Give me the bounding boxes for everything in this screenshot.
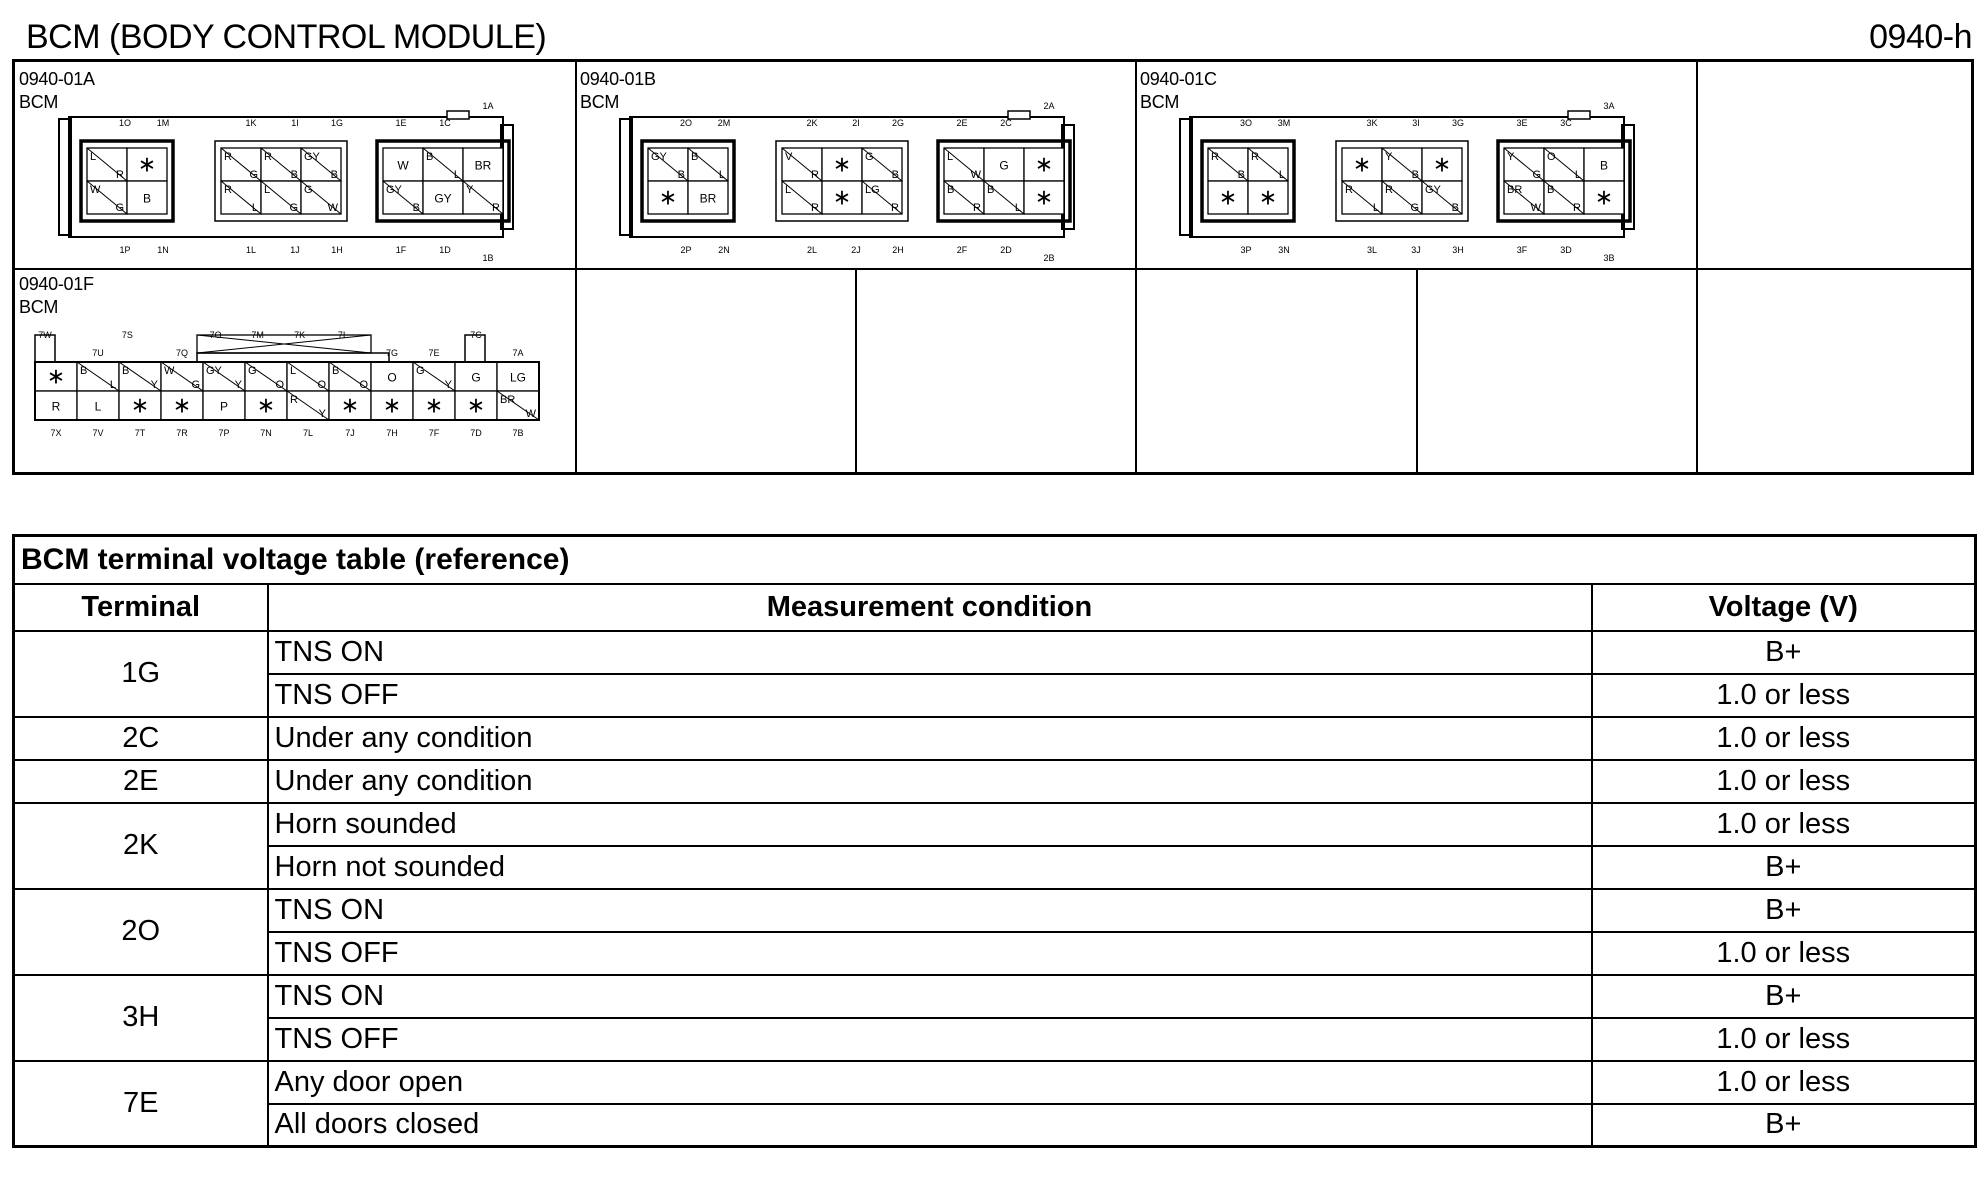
pin-number: 1D (439, 245, 451, 255)
table-row (14, 674, 1976, 717)
unused-pin-mark: ∗ (382, 392, 402, 418)
column-header-condition: Measurement condition (268, 584, 1592, 631)
wire-color-base: Y (1385, 151, 1393, 163)
wire-color-stripe: G (289, 202, 298, 214)
connector-label-b: 0940-01B BCM (580, 69, 656, 112)
pin-number: 1G (330, 118, 344, 128)
wire-color-stripe: L (1372, 202, 1379, 214)
condition-cell: TNS OFF (268, 674, 1592, 717)
wire-color-base: G (865, 151, 874, 163)
wire-color-stripe: R (811, 202, 819, 214)
wire-color: L (94, 399, 102, 414)
condition-cell: All doors closed (268, 1104, 1592, 1147)
wire-color-base: B (1547, 184, 1555, 196)
pin-number: 7B (512, 428, 524, 438)
pin-number: 3J (1411, 245, 1421, 255)
pin-number: 3L (1366, 245, 1378, 255)
wire-color-stripe: W (1530, 202, 1541, 214)
condition-cell: Under any condition (268, 717, 1592, 760)
grid-divider (855, 268, 857, 472)
pin-number: 1H (331, 245, 343, 255)
pin-number: 7Q (175, 348, 189, 358)
wire-color-base: W (90, 184, 101, 196)
pin-number: 2E (956, 118, 968, 128)
wire-color-stripe: R (1573, 202, 1581, 214)
wire-color-stripe: O (317, 379, 326, 391)
unused-pin-mark: ∗ (466, 392, 486, 418)
unused-pin-mark: ∗ (1034, 184, 1054, 210)
table-row (14, 1018, 1976, 1061)
pin-number: 2M (717, 118, 731, 128)
pin-number: 1I (291, 118, 299, 128)
wire-color-stripe: B (1451, 202, 1459, 214)
unused-pin-mark: ∗ (172, 392, 192, 418)
page-code: 0940-h (1869, 18, 1972, 56)
pin-number: 7H (386, 428, 398, 438)
pin-number: 3H (1452, 245, 1464, 255)
table-row (14, 803, 1976, 846)
wire-color: LG (509, 370, 527, 385)
table-row (14, 1104, 1976, 1147)
wire-color-stripe: G (249, 169, 258, 181)
pin-number: 7D (470, 428, 482, 438)
pin-number: 7S (121, 330, 133, 340)
wire-color-stripe: G (1532, 169, 1541, 181)
pin-number: 2P (680, 245, 692, 255)
wire-color-stripe: Y (150, 379, 158, 391)
wire-color-stripe: W (327, 202, 338, 214)
unused-pin-mark: ∗ (832, 151, 852, 177)
pin-number: 2A (1043, 101, 1055, 111)
wire-color-stripe: L (1014, 202, 1021, 214)
voltage-cell: 1.0 or less (1592, 717, 1976, 760)
table-row (14, 975, 1976, 1018)
condition-cell: Any door open (268, 1061, 1592, 1104)
terminal-cell: 7E (14, 1061, 268, 1147)
voltage-cell: B+ (1592, 846, 1976, 889)
wire-color-stripe: G (191, 379, 200, 391)
pin-number: 2N (718, 245, 730, 255)
pin-number: 1O (118, 118, 132, 128)
wire-color-stripe: L (453, 169, 460, 181)
pin-number: 1E (395, 118, 407, 128)
pin-number: 3D (1560, 245, 1572, 255)
voltage-cell: B+ (1592, 889, 1976, 932)
wire-color-base: B (122, 365, 130, 377)
wire-color-stripe: O (275, 379, 284, 391)
connector-diagram-c (1176, 97, 1656, 262)
pin-number: 3F (1516, 245, 1528, 255)
pin-number: 3G (1451, 118, 1465, 128)
pin-number: 2H (892, 245, 904, 255)
pin-number: 2G (891, 118, 905, 128)
wire-color-base: Y (1507, 151, 1515, 163)
wire-color-base: R (1345, 184, 1353, 196)
pin-number: 3M (1277, 118, 1291, 128)
pin-number: 1K (245, 118, 257, 128)
wire-color-base: L (90, 151, 97, 163)
wire-color: B (142, 191, 152, 206)
wire-color-base: G (304, 184, 313, 196)
pin-number: 7U (92, 348, 104, 358)
pin-number: 7W (38, 330, 52, 340)
unused-pin-mark: ∗ (1432, 151, 1452, 177)
table-row (14, 760, 1976, 803)
wire-color: GY (434, 191, 452, 206)
pin-number: 1A (482, 101, 494, 111)
condition-cell: TNS ON (268, 889, 1592, 932)
grid-divider (575, 62, 577, 472)
wire-color-base: R (1211, 151, 1219, 163)
unused-pin-mark: ∗ (46, 363, 66, 389)
pin-number: 7E (428, 348, 440, 358)
voltage-cell: 1.0 or less (1592, 760, 1976, 803)
wire-color-stripe: B (1237, 169, 1245, 181)
connector-diagram-f (25, 327, 565, 467)
pin-number: 7A (512, 348, 524, 358)
voltage-table-body (14, 631, 1976, 1147)
pin-number: 3P (1240, 245, 1252, 255)
pin-number: 7G (385, 348, 399, 358)
pin-number: 2O (679, 118, 693, 128)
wire-color-base: L (264, 184, 271, 196)
wire-color-base: GY (651, 151, 667, 163)
pin-number: 3A (1603, 101, 1615, 111)
terminal-cell: 2O (14, 889, 268, 975)
wire-color: BR (699, 191, 717, 206)
wire-color-stripe: R (492, 202, 500, 214)
terminal-cell: 2C (14, 717, 268, 760)
wire-color-base: B (987, 184, 995, 196)
wire-color-stripe: R (116, 169, 124, 181)
unused-pin-mark: ∗ (1594, 184, 1614, 210)
grid-divider (15, 268, 1971, 270)
connector-label-c: 0940-01C BCM (1140, 69, 1217, 112)
wire-color-base: LG (865, 184, 880, 196)
voltage-cell: 1.0 or less (1592, 932, 1976, 975)
wire-color-base: BR (500, 394, 516, 406)
pin-number: 7M (251, 330, 264, 340)
unused-pin-mark: ∗ (340, 392, 360, 418)
voltage-cell: 1.0 or less (1592, 1018, 1976, 1061)
voltage-cell: 1.0 or less (1592, 674, 1976, 717)
wire-color-stripe: W (525, 408, 536, 420)
pin-number: 3N (1278, 245, 1290, 255)
wire-color-stripe: L (251, 202, 258, 214)
pin-number: 7F (428, 428, 440, 438)
unused-pin-mark: ∗ (1034, 151, 1054, 177)
wire-color: BR (474, 158, 492, 173)
wire-color-base: W (164, 365, 175, 377)
unused-pin-mark: ∗ (1258, 184, 1278, 210)
pin-number: 3B (1603, 253, 1615, 262)
table-row (14, 846, 1976, 889)
wire-color-stripe: B (330, 169, 338, 181)
condition-cell: TNS ON (268, 975, 1592, 1018)
voltage-cell: B+ (1592, 975, 1976, 1018)
pin-number: 7C (470, 330, 482, 340)
pin-number: 2B (1043, 253, 1055, 262)
wire-color-base: GY (386, 184, 402, 196)
voltage-cell: B+ (1592, 1104, 1976, 1147)
wire-color-stripe: L (718, 169, 725, 181)
unused-pin-mark: ∗ (137, 151, 157, 177)
pin-number: 3O (1239, 118, 1253, 128)
pin-number: 1L (245, 245, 257, 255)
wire-color-stripe: O (359, 379, 368, 391)
unused-pin-mark: ∗ (1352, 151, 1372, 177)
pin-number: 3K (1366, 118, 1378, 128)
grid-divider (1135, 62, 1137, 472)
pin-number: 1P (119, 245, 131, 255)
wire-color-base: R (224, 184, 232, 196)
grid-divider (1696, 62, 1698, 472)
wire-color-stripe: G (1410, 202, 1419, 214)
wire-color-base: GY (304, 151, 320, 163)
pin-number: 2I (852, 118, 860, 128)
condition-cell: TNS ON (268, 631, 1592, 674)
pin-number: 2C (1000, 118, 1012, 128)
wire-color-base: L (290, 365, 297, 377)
wire-color-base: Y (466, 184, 474, 196)
unused-pin-mark: ∗ (424, 392, 444, 418)
pin-number: 1J (290, 245, 300, 255)
table-row (14, 631, 1976, 674)
wire-color: G (471, 370, 481, 385)
wire-color: O (387, 370, 397, 385)
unused-pin-mark: ∗ (658, 184, 678, 210)
voltage-cell: 1.0 or less (1592, 1061, 1976, 1104)
voltage-cell: B+ (1592, 631, 1976, 674)
wire-color-base: B (332, 365, 340, 377)
column-header-voltage: Voltage (V) (1592, 584, 1976, 631)
wire-color-base: B (947, 184, 955, 196)
wire-color-base: R (224, 151, 232, 163)
connector-diagram-b (616, 97, 1096, 262)
wire-color-base: G (416, 365, 425, 377)
wire-color-base: G (248, 365, 257, 377)
wire-color-base: R (1251, 151, 1259, 163)
pin-number: 7R (176, 428, 188, 438)
pin-number: 3E (1516, 118, 1528, 128)
condition-cell: Horn not sounded (268, 846, 1592, 889)
wire-color-stripe: R (891, 202, 899, 214)
pin-number: 1C (439, 118, 451, 128)
connector-grid (12, 59, 1974, 475)
pin-number: 1N (157, 245, 169, 255)
pin-number: 7N (260, 428, 272, 438)
pin-number: 3C (1560, 118, 1572, 128)
wire-color-stripe: W (970, 169, 981, 181)
table-row (14, 889, 1976, 932)
pin-number: 7V (92, 428, 104, 438)
column-header-terminal: Terminal (14, 584, 268, 631)
terminal-cell: 2E (14, 760, 268, 803)
unused-pin-mark: ∗ (130, 392, 150, 418)
condition-cell: Under any condition (268, 760, 1592, 803)
wire-color: P (219, 399, 229, 414)
pin-number: 2J (851, 245, 861, 255)
pin-number: 2L (806, 245, 818, 255)
grid-divider (1416, 268, 1418, 472)
wire-color-base: B (426, 151, 434, 163)
terminal-cell: 1G (14, 631, 268, 717)
wire-color-base: GY (206, 365, 222, 377)
pin-number: 7O (209, 330, 222, 340)
connector-key (197, 353, 389, 362)
terminal-cell: 3H (14, 975, 268, 1061)
wire-color-stripe: B (412, 202, 420, 214)
wire-color: B (1599, 158, 1609, 173)
wire-color-stripe: B (891, 169, 899, 181)
table-row (14, 717, 1976, 760)
table-caption: BCM terminal voltage table (reference) (14, 536, 1976, 584)
pin-number: 7I (337, 330, 346, 340)
wire-color: G (999, 158, 1009, 173)
pin-number: 7T (134, 428, 146, 438)
wire-color-stripe: B (1411, 169, 1419, 181)
wire-color-base: R (264, 151, 272, 163)
pin-number: 2K (806, 118, 818, 128)
voltage-cell: 1.0 or less (1592, 803, 1976, 846)
wire-color-stripe: B (290, 169, 298, 181)
wire-color-stripe: R (811, 169, 819, 181)
pin-number: 1B (482, 253, 494, 262)
wire-color-stripe: Y (318, 408, 326, 420)
pin-number: 7X (50, 428, 62, 438)
wire-color-stripe: R (973, 202, 981, 214)
wire-color-base: B (691, 151, 699, 163)
unused-pin-mark: ∗ (832, 184, 852, 210)
wire-color-base: O (1547, 151, 1556, 163)
wire-color-base: R (1385, 184, 1393, 196)
condition-cell: TNS OFF (268, 1018, 1592, 1061)
wire-color-stripe: L (109, 379, 116, 391)
wire-color: R (51, 399, 61, 414)
wire-color-base: GY (1425, 184, 1441, 196)
unused-pin-mark: ∗ (1218, 184, 1238, 210)
voltage-table (12, 534, 1977, 1148)
pin-number: 7P (218, 428, 230, 438)
pin-number: 7L (302, 428, 314, 438)
pin-number: 7K (294, 330, 306, 340)
wire-color-base: R (290, 394, 298, 406)
connector-label-f: 0940-01F BCM (19, 274, 94, 317)
wire-color-stripe: Y (234, 379, 242, 391)
pin-number: 7J (345, 428, 355, 438)
wire-color-stripe: L (1574, 169, 1581, 181)
connector-label-a: 0940-01A BCM (19, 69, 95, 112)
pin-number: 3I (1412, 118, 1420, 128)
table-row (14, 1061, 1976, 1104)
page-title: BCM (BODY CONTROL MODULE) (26, 18, 547, 56)
wire-color-base: BR (1507, 184, 1523, 196)
terminal-cell: 2K (14, 803, 268, 889)
pin-number: 2D (1000, 245, 1012, 255)
unused-pin-mark: ∗ (256, 392, 276, 418)
pin-number: 1M (156, 118, 170, 128)
pin-number: 1F (395, 245, 407, 255)
wire-color: W (397, 158, 409, 173)
wire-color-base: L (947, 151, 954, 163)
wire-color-base: L (785, 184, 792, 196)
table-row (14, 932, 1976, 975)
wire-color-stripe: B (677, 169, 685, 181)
wire-color-base: B (80, 365, 88, 377)
condition-cell: TNS OFF (268, 932, 1592, 975)
wire-color-stripe: G (115, 202, 124, 214)
wire-color-stripe: L (1278, 169, 1285, 181)
connector-diagram-a (55, 97, 535, 262)
wire-color-stripe: Y (444, 379, 452, 391)
wire-color-base: V (785, 151, 793, 163)
condition-cell: Horn sounded (268, 803, 1592, 846)
pin-number: 2F (956, 245, 968, 255)
